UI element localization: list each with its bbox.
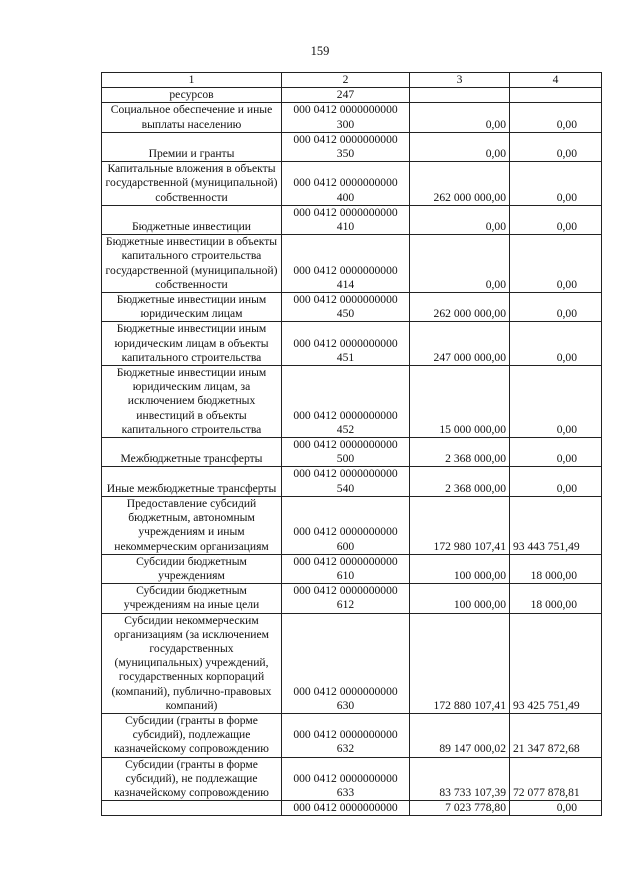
row-code-line: 000 0412 0000000000 (293, 728, 398, 742)
row-code-line: 410 (336, 220, 355, 234)
row-value-column-4: 0,00 (510, 235, 602, 293)
table-row (102, 467, 602, 496)
row-code (282, 132, 410, 161)
row-code-line: 612 (336, 598, 355, 612)
row-value-column-4: 0,00 (510, 322, 602, 366)
row-value-column-4: 0,00 (510, 103, 602, 132)
row-code (282, 757, 410, 801)
row-code (282, 467, 410, 496)
row-name (102, 801, 282, 816)
table-row (102, 496, 602, 554)
row-value-column-3: 172 880 107,41 (410, 613, 510, 713)
row-value-column-3: 100 000,00 (410, 584, 510, 613)
row-value-column-3: 262 000 000,00 (410, 162, 510, 206)
row-code-line: 633 (336, 785, 355, 799)
row-value-column-4: 0,00 (510, 162, 602, 206)
row-name: Бюджетные инвестиции (102, 205, 282, 234)
row-value-column-3: 100 000,00 (410, 554, 510, 583)
row-value-column-4: 18 000,00 (510, 584, 602, 613)
row-code-line: 000 0412 0000000000 (293, 103, 398, 117)
row-code-line: 610 (336, 568, 355, 582)
row-code (282, 584, 410, 613)
row-value-column-4: 0,00 (510, 438, 602, 467)
row-code-line: 000 0412 0000000000 (293, 554, 398, 568)
row-value-column-3: 7 023 778,80 (410, 801, 510, 816)
row-value-column-4: 0,00 (510, 366, 602, 438)
row-code (282, 235, 410, 293)
table-header-row (102, 73, 602, 88)
row-code-line: 000 0412 0000000000 (293, 771, 398, 785)
row-code-line: 000 0412 0000000000 (293, 263, 398, 277)
table-row (102, 205, 602, 234)
table-row (102, 235, 602, 293)
row-code-line: 632 (336, 742, 355, 756)
row-value-column-4: 21 347 872,68 (510, 713, 602, 757)
row-value-column-3: 262 000 000,00 (410, 293, 510, 322)
row-code (282, 801, 410, 816)
row-code (282, 366, 410, 438)
row-name: Субсидии некоммерческим организациям (за исключением государственных (муниципальных) учреждений, государственных корпораций (компаний), публично-правовых компаний) (102, 613, 282, 713)
row-value-column-3: 15 000 000,00 (410, 366, 510, 438)
row-name: Социальное обеспечение и иные выплаты населению (102, 103, 282, 132)
row-name: Бюджетные инвестиции иным юридическим лицам в объекты капитального строительства (102, 322, 282, 366)
row-code-line: 000 0412 0000000000 (293, 408, 398, 422)
row-code-line: 000 0412 0000000000 (293, 467, 398, 481)
row-code-line: 600 (336, 539, 355, 553)
row-code-line: 000 0412 0000000000 (293, 684, 398, 698)
table-row (102, 713, 602, 757)
row-code (282, 103, 410, 132)
row-code-line: 540 (336, 481, 355, 495)
row-code (282, 613, 410, 713)
row-code-line: 300 (336, 117, 355, 131)
row-value-column-4: 0,00 (510, 801, 602, 816)
row-value-column-3: 83 733 107,39 (410, 757, 510, 801)
table-row (102, 293, 602, 322)
row-name: Бюджетные инвестиции в объекты капитального строительства государственной (муниципальной) собственности (102, 235, 282, 293)
page-number: 159 (310, 44, 330, 58)
table-row (102, 613, 602, 713)
table-row (102, 438, 602, 467)
table-row (102, 103, 602, 132)
row-value-column-3: 89 147 000,02 (410, 713, 510, 757)
row-code-line: 450 (336, 307, 355, 321)
table-row (102, 554, 602, 583)
row-value-column-3: 0,00 (410, 132, 510, 161)
row-code-line: 400 (336, 190, 355, 204)
row-code (282, 322, 410, 366)
column-header-3: 3 (410, 73, 510, 88)
column-header-4: 4 (510, 73, 602, 88)
row-value-column-3: 172 980 107,41 (410, 496, 510, 554)
row-value-column-4: 93 425 751,49 (510, 613, 602, 713)
row-code (282, 293, 410, 322)
row-name: Капитальные вложения в объекты государственной (муниципальной) собственности (102, 162, 282, 206)
row-name: Бюджетные инвестиции иным юридическим лицам, за исключением бюджетных инвестиций в объекты капитального строительства (102, 366, 282, 438)
row-name: Субсидии бюджетным учреждениям на иные цели (102, 584, 282, 613)
row-code-line: 000 0412 0000000000 (293, 132, 398, 146)
row-code-line: 000 0412 0000000000 (293, 584, 398, 598)
row-code-line: 000 0412 0000000000 (293, 293, 398, 307)
row-code-line: 350 (336, 147, 355, 161)
budget-table (101, 72, 602, 816)
row-code-line: 000 0412 0000000000 (293, 801, 398, 815)
table-row (102, 162, 602, 206)
row-code-line: 000 0412 0000000000 (293, 205, 398, 219)
column-header-1: 1 (102, 73, 282, 88)
table-row (102, 801, 602, 816)
row-code-line: 247 (336, 88, 355, 102)
row-code (282, 713, 410, 757)
row-code-line: 000 0412 0000000000 (293, 176, 398, 190)
row-value-column-3: 247 000 000,00 (410, 322, 510, 366)
row-value-column-3 (410, 88, 510, 103)
row-name: Премии и гранты (102, 132, 282, 161)
row-value-column-3: 2 368 000,00 (410, 438, 510, 467)
row-value-column-4: 0,00 (510, 132, 602, 161)
row-code (282, 438, 410, 467)
row-name: Субсидии (гранты в форме субсидий), подлежащие казначейскому сопровождению (102, 713, 282, 757)
row-code (282, 162, 410, 206)
column-header-2: 2 (282, 73, 410, 88)
row-value-column-4: 0,00 (510, 293, 602, 322)
row-code-line: 000 0412 0000000000 (293, 438, 398, 452)
table-row (102, 366, 602, 438)
table-body (102, 88, 602, 816)
row-code (282, 496, 410, 554)
row-code (282, 554, 410, 583)
row-code-line: 451 (336, 350, 355, 364)
row-name: Бюджетные инвестиции иным юридическим лицам (102, 293, 282, 322)
row-name: Субсидии (гранты в форме субсидий), не подлежащие казначейскому сопровождению (102, 757, 282, 801)
row-code-line: 000 0412 0000000000 (293, 525, 398, 539)
row-name: Субсидии бюджетным учреждениям (102, 554, 282, 583)
row-name: Межбюджетные трансферты (102, 438, 282, 467)
row-code (282, 205, 410, 234)
row-value-column-3: 0,00 (410, 235, 510, 293)
row-value-column-4: 72 077 878,81 (510, 757, 602, 801)
row-value-column-3: 0,00 (410, 103, 510, 132)
row-name: Иные межбюджетные трансферты (102, 467, 282, 496)
table-row (102, 757, 602, 801)
row-code-line: 000 0412 0000000000 (293, 336, 398, 350)
table-row (102, 88, 602, 103)
row-code-line: 452 (336, 422, 355, 436)
row-value-column-4 (510, 88, 602, 103)
row-name: ресурсов (102, 88, 282, 103)
row-code-line: 630 (336, 698, 355, 712)
row-value-column-3: 0,00 (410, 205, 510, 234)
table-row (102, 322, 602, 366)
row-value-column-4: 93 443 751,49 (510, 496, 602, 554)
row-value-column-4: 18 000,00 (510, 554, 602, 583)
row-value-column-4: 0,00 (510, 467, 602, 496)
row-code-line: 500 (336, 452, 355, 466)
table-row (102, 584, 602, 613)
row-code (282, 88, 410, 103)
row-name: Предоставление субсидий бюджетным, автономным учреждениям и иным некоммерческим организациям (102, 496, 282, 554)
table-row (102, 132, 602, 161)
row-value-column-3: 2 368 000,00 (410, 467, 510, 496)
row-code-line: 414 (336, 277, 355, 291)
row-value-column-4: 0,00 (510, 205, 602, 234)
